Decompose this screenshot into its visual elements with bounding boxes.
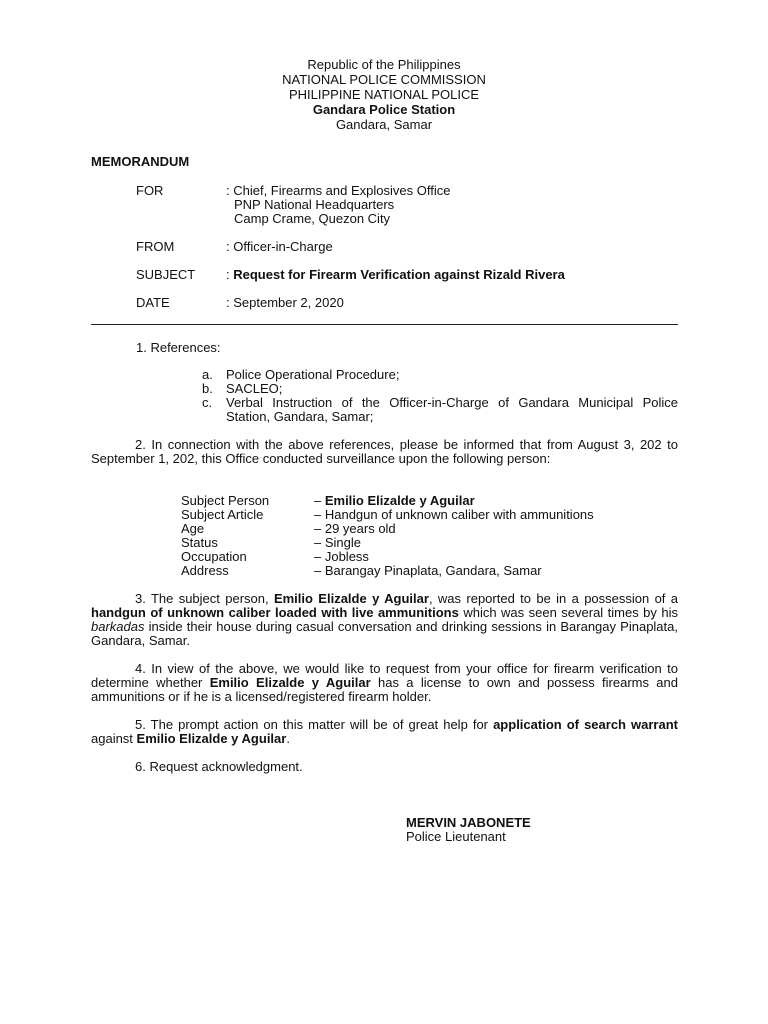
subject-label: SUBJECT	[136, 267, 196, 282]
from-label: FROM	[136, 239, 175, 254]
reference-text-c: Verbal Instruction of the Officer-in-Charge of Gandara Municipal Police Station, Gandara, Samar;	[226, 395, 678, 424]
detail-label-subject-person: Subject Person	[181, 493, 270, 508]
p3-text-3: which was seen several times by his	[458, 605, 678, 620]
subject-value	[226, 268, 565, 282]
for-label: FOR	[136, 183, 164, 198]
detail-value-subject-person	[314, 494, 475, 508]
from-value: : Officer-in-Charge	[226, 239, 333, 254]
paragraph-6: 6. Request acknowledgment.	[135, 759, 303, 774]
p4-text-1: 4. In view of the above, we would like to request from your office for firearm verification to determine whether	[91, 661, 678, 690]
paragraph-5	[91, 718, 678, 746]
detail-label-occupation: Occupation	[181, 549, 247, 564]
reference-marker-a: a.	[202, 367, 213, 382]
p3-subject-name: Emilio Elizalde y Aguilar	[273, 591, 429, 606]
subject-text: Request for Firearm Verification against Rizald Rivera	[233, 267, 565, 282]
for-line-1: : Chief, Firearms and Explosives Office	[226, 183, 451, 198]
detail-value-address: – Barangay Pinaplata, Gandara, Samar	[314, 563, 542, 578]
detail-label-age: Age	[181, 521, 205, 536]
subject-colon: :	[226, 267, 234, 282]
p4-text-2: has a license to own and possess firearms and ammunitions or if he is a licensed/registered firearm holder.	[91, 675, 678, 704]
reference-text-a: Police Operational Procedure;	[226, 367, 400, 382]
signatory-name: MERVIN JABONETE	[406, 815, 531, 830]
p3-text-4: inside their house during casual conversation and drinking sessions in Barangay Pinaplata, Gandara, Samar.	[91, 619, 678, 648]
paragraph-4	[91, 662, 678, 704]
p3-text-1: 3. The subject person,	[135, 591, 274, 606]
reference-marker-c: c.	[202, 395, 213, 410]
detail-value-status: – Single	[314, 535, 361, 550]
letterhead	[0, 57, 768, 132]
paragraph-3	[91, 592, 678, 648]
p5-text-3: .	[286, 731, 290, 746]
detail-value-age: – 29 years old	[314, 521, 396, 536]
letterhead-pnp: PHILIPPINE NATIONAL POLICE	[289, 87, 479, 102]
detail-label-subject-article: Subject Article	[181, 507, 264, 522]
detail-label-status: Status	[181, 535, 218, 550]
p3-barkadas: barkadas	[91, 619, 145, 634]
detail-dash: –	[314, 493, 325, 508]
p5-subject-name: Emilio Elizalde y Aguilar	[136, 731, 287, 746]
p5-search-warrant: application of search warrant	[493, 717, 678, 732]
reference-marker-b: b.	[202, 381, 213, 396]
detail-value-occupation: – Jobless	[314, 549, 369, 564]
p5-text-1: 5. The prompt action on this matter will be of great help for	[135, 717, 494, 732]
p4-subject-name: Emilio Elizalde y Aguilar	[209, 675, 371, 690]
paragraph-2: 2. In connection with the above references, please be informed that from August 3, 202 to September 1, 202, this Office conducted surveillance upon the following person:	[91, 437, 678, 466]
date-value: : September 2, 2020	[226, 295, 344, 310]
for-line-3: Camp Crame, Quezon City	[234, 211, 391, 226]
detail-subject-name: Emilio Elizalde y Aguilar	[324, 493, 475, 508]
letterhead-station: Gandara Police Station	[312, 102, 456, 117]
for-line-2: PNP National Headquarters	[234, 197, 395, 212]
p5-text-2: against	[91, 731, 137, 746]
letterhead-location: Gandara, Samar	[335, 117, 433, 132]
for-value	[226, 184, 450, 226]
p3-text-2: , was reported to be in a possession of a	[428, 591, 678, 606]
horizontal-rule	[91, 324, 678, 325]
references-intro: 1. References:	[136, 340, 221, 355]
letterhead-republic: Republic of the Philippines	[307, 57, 461, 72]
detail-label-address: Address	[181, 563, 229, 578]
signatory-rank: Police Lieutenant	[406, 829, 506, 844]
reference-text-b: SACLEO;	[226, 381, 283, 396]
detail-value-subject-article: – Handgun of unknown caliber with ammunitions	[314, 507, 594, 522]
letterhead-napolcom: NATIONAL POLICE COMMISSION	[282, 72, 486, 87]
date-label: DATE	[136, 295, 170, 310]
p3-handgun: handgun of unknown caliber loaded with live ammunitions	[91, 605, 459, 620]
memo-title: MEMORANDUM	[91, 154, 190, 169]
